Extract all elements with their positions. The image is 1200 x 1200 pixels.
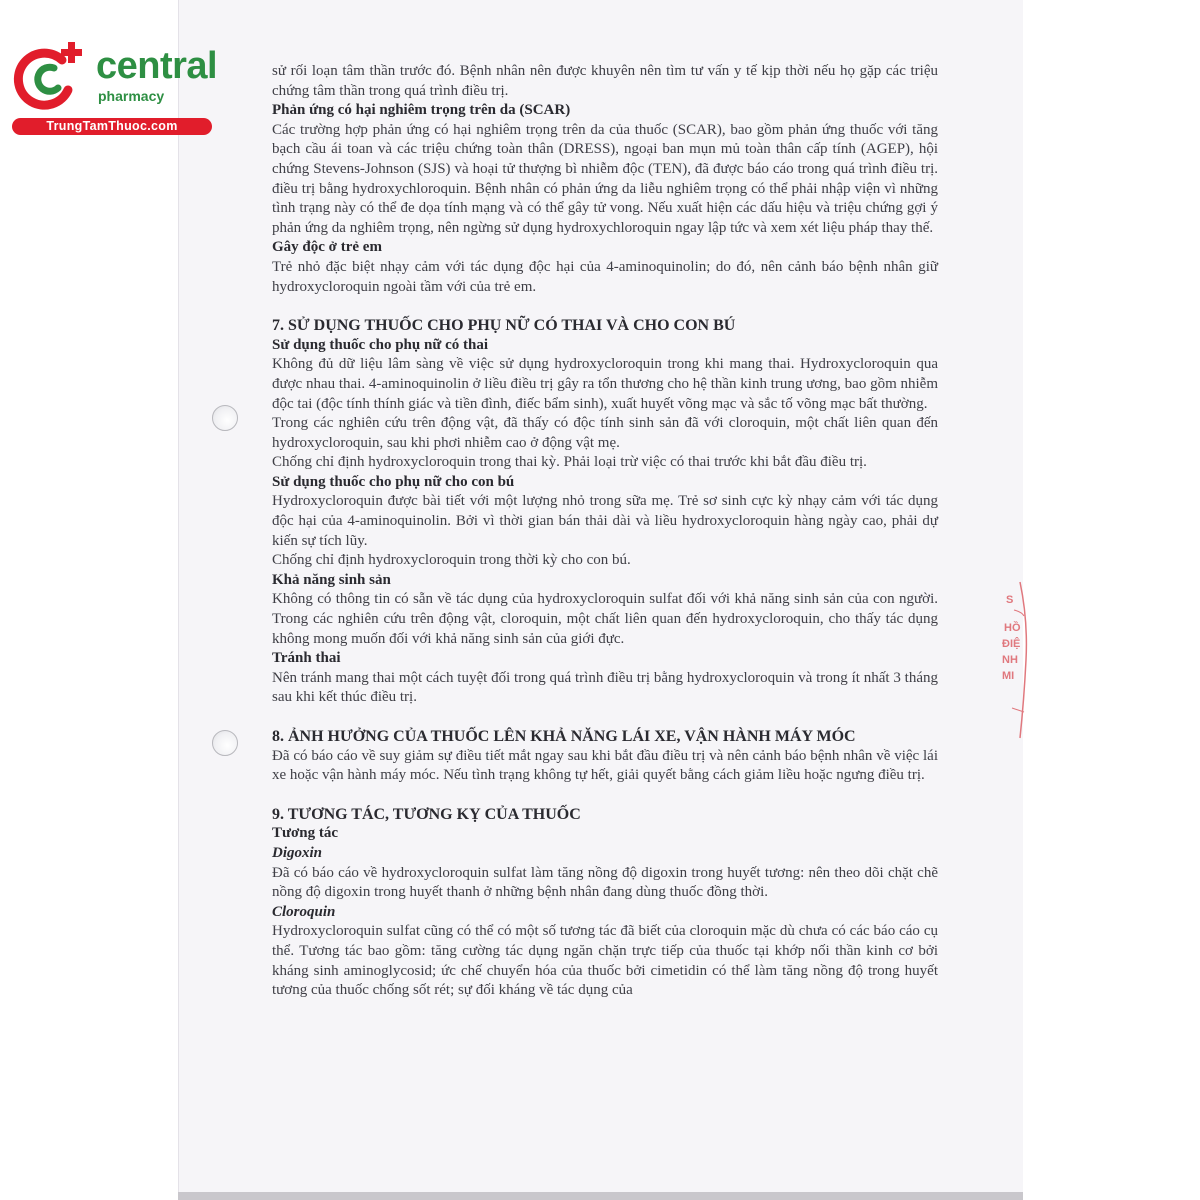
paragraph: Trẻ nhỏ đặc biệt nhạy cảm với tác dụng độc hại của 4-aminoquinolin; do đó, nên cảnh báo bệnh nhân giữ hydroxycloroquin ngoài tầm với của trẻ em. <box>272 258 938 295</box>
brand-subtitle: pharmacy <box>98 88 165 104</box>
paragraph: Hydroxycloroquin sulfat cũng có thể có một số tương tác đã biết của cloroquin mặc dù chưa có các báo cáo cụ thể. Tương tác bao gồm: tăng cường tác dụng ngăn chặn trực tiếp của thuốc tại khớp nối thần kinh cơ bởi kháng sinh aminoglycosid; ức chế chuyển hóa của thuốc bởi cimetidin có thể làm tăng nồng độ trong huyết tương của thuốc chống sốt rét; sự đối kháng về tác dụng của <box>272 923 938 999</box>
paragraph: Các trường hợp phản ứng có hại nghiêm trọng trên da của thuốc (SCAR), bao gồm phản ứng thuốc với tăng bạch cầu ái toan và các triệu chứng toàn thân (DRESS), ngoại ban mụn mủ toàn thân cấp tính (AGEP), hội chứng Stevens-Johnson (SJS) và hoại tử thượng bì nhiễm độc (TEN), đã được báo cáo trong quá trình điều trị. điều trị bằng hydroxychloroquin. Bệnh nhân có phản ứng da liễu nghiêm trọng có thể phải nhập viện vì những tình trạng này có thể đe dọa tính mạng và có thể gây tử vong. Nếu xuất hiện các dấu hiệu và triệu chứng gợi ý phản ứng da nghiêm trọng, nên ngừng sử dụng hydroxychloroquin ngay lập tức và xem xét liệu pháp thay thế. <box>272 121 938 236</box>
paragraph: Nên tránh mang thai một cách tuyệt đối trong quá trình điều trị bằng hydroxycloroquin và trong ít nhất 3 tháng sau khi kết thúc điều trị. <box>272 669 938 706</box>
paragraph: Không đủ dữ liệu lâm sàng về việc sử dụng hydroxycloroquin trong khi mang thai. Hydroxycloroquin qua được nhau thai. 4-aminoquinolin ở liều điều trị gây ra tổn thương cho hệ thần kinh trung ương, bao gồm nhiễm độc tai (độc tính thính giác và tiền đình, điếc bẩm sinh), xuất huyết võng mạc và sắc tố võng mạc bất thường. <box>272 356 938 412</box>
section-title-8: 8. ẢNH HƯỞNG CỦA THUỐC LÊN KHẢ NĂNG LÁI XE, VẬN HÀNH MÁY MÓC <box>272 728 856 745</box>
subheading-scar: Phản ứng có hại nghiêm trọng trên da (SCAR) <box>272 102 571 119</box>
paragraph: Trong các nghiên cứu trên động vật, đã thấy có độc tính sinh sản đã với cloroquin, một chất liên quan đến hydroxycloroquin, sau khi phơi nhiễm cao ở động vật mẹ. <box>272 415 938 451</box>
official-stamp <box>1000 580 1028 740</box>
subheading-contraception: Tránh thai <box>272 650 341 667</box>
paragraph: Hydroxycloroquin được bài tiết với một lượng nhỏ trong sữa mẹ. Trẻ sơ sinh cực kỳ nhạy cảm với tác dụng độc hại của 4-aminoquinolin. Bởi vì thời gian bán thải dài và liều hydroxycloroquin hàng ngày cao, phải dự kiến sự tích lũy. <box>272 493 938 549</box>
binder-hole-top <box>212 405 238 431</box>
paragraph: Đã có báo cáo về hydroxycloroquin sulfat làm tăng nồng độ digoxin trong huyết tương: nên theo dõi chặt chẽ nồng độ digoxin trong huyết thanh ở những bệnh nhân đang dùng thuốc đồng thời. <box>272 864 938 901</box>
subheading-interactions: Tương tác <box>272 825 339 842</box>
paragraph: Không có thông tin có sẵn về tác dụng của hydroxycloroquin sulfat đối với khả năng sinh sản của con người. Trong các nghiên cứu trên động vật, cloroquin, một chất liên quan đến hydroxycloroquin, cho thấy tác dụng không mong muốn đối với khả năng sinh sản của giới đực. <box>272 591 938 647</box>
subheading-breastfeeding: Sử dụng thuốc cho phụ nữ cho con bú <box>272 473 515 490</box>
binder-hole-bottom <box>212 730 238 756</box>
subheading-pregnancy: Sử dụng thuốc cho phụ nữ có thai <box>272 336 488 353</box>
central-pharmacy-logo[interactable] <box>10 38 218 138</box>
subheading-child-toxicity: Gây độc ở trẻ em <box>272 239 382 256</box>
section-title-9: 9. TƯƠNG TÁC, TƯƠNG KỴ CỦA THUỐC <box>272 805 581 823</box>
section-title-7: 7. SỬ DỤNG THUỐC CHO PHỤ NỮ CÓ THAI VÀ CHO CON BÚ <box>272 317 736 335</box>
subheading-digoxin: Digoxin <box>272 844 323 861</box>
brand-name: central <box>96 45 218 87</box>
paragraph: sử rối loạn tâm thần trước đó. Bệnh nhân nên được khuyên nên tìm tư vấn y tế kịp thời nếu họ gặp các triệu chứng tâm thần trong quá trình điều trị. <box>272 63 938 99</box>
page-edge-shadow <box>178 1192 1023 1200</box>
paragraph: Đã có báo cáo về suy giảm sự điều tiết mắt ngay sau khi bắt đầu điều trị và nên cảnh báo bệnh nhân về việc lái xe hoặc vận hành máy móc. Nếu tình trạng không tự hết, giải quyết bằng cách giảm liều hoặc ngưng điều trị. <box>272 747 938 784</box>
stamp-line: MI <box>1002 670 1015 682</box>
paragraph: Chống chỉ định hydroxycloroquin trong thời kỳ cho con bú. <box>272 552 631 569</box>
paragraph: Chống chỉ định hydroxycloroquin trong thai kỳ. Phải loại trừ việc có thai trước khi bắt đầu điều trị. <box>272 454 867 471</box>
stamp-line: ĐIỆ <box>1002 638 1021 650</box>
stamp-line: NH <box>1002 654 1018 666</box>
brand-website-badge[interactable]: TrungTamThuoc.com <box>12 118 212 135</box>
stamp-line: HỒ <box>1004 622 1021 634</box>
pharmacy-cross-icon <box>10 38 90 118</box>
stamp-line: S <box>1006 594 1014 606</box>
subheading-cloroquin: Cloroquin <box>272 903 336 920</box>
document-body <box>272 62 938 1001</box>
subheading-fertility: Khả năng sinh sản <box>272 571 391 588</box>
